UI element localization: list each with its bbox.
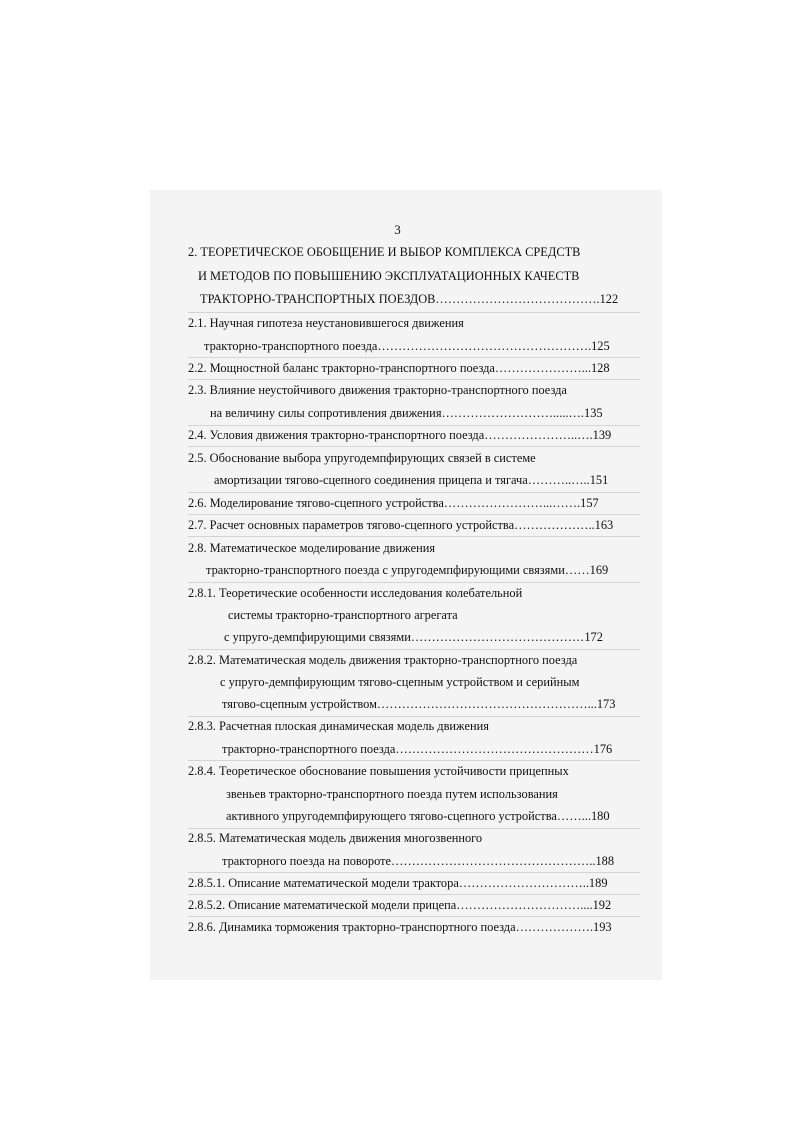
toc-entry-line: активного упругодемпфирующего тягово-сцепного устройства……...180 xyxy=(226,809,610,823)
toc-entry-line: 2.3. Влияние неустойчивого движения тракторно-транспортного поезда xyxy=(188,383,567,397)
toc-entry-line: 2.8.5. Математическая модель движения многозвенного xyxy=(188,831,483,845)
toc-separator xyxy=(188,425,640,426)
toc-entry-line: звеньев тракторно-транспортного поезда путем использования xyxy=(226,787,558,801)
toc-entry-line: на величину силы сопротивления движения……………………….....….135 xyxy=(210,406,603,420)
toc-entry-line: 2.4. Условия движения тракторно-транспортного поезда…………………..….139 xyxy=(188,428,612,442)
toc-separator xyxy=(188,536,640,537)
toc-entry-line: 2.8.4. Теоретическое обоснование повышения устойчивости прицепных xyxy=(188,764,569,778)
toc-entry-line: 2.8.5.2. Описание математической модели прицепа…………………………....192 xyxy=(188,898,612,912)
toc-entry-line: тракторно-транспортного поезда…………………………………………176 xyxy=(222,742,613,756)
toc-separator xyxy=(188,649,640,650)
toc-separator xyxy=(188,916,640,917)
toc-entry-line: И МЕТОДОВ ПО ПОВЫШЕНИЮ ЭКСПЛУАТАЦИОННЫХ КАЧЕСТВ xyxy=(198,269,580,283)
toc-separator xyxy=(188,357,640,358)
toc-separator xyxy=(188,514,640,515)
toc-entry-line: 2. ТЕОРЕТИЧЕСКОЕ ОБОБЩЕНИЕ И ВЫБОР КОМПЛЕКСА СРЕДСТВ xyxy=(188,245,581,259)
toc-separator xyxy=(188,312,640,313)
toc-separator xyxy=(188,760,640,761)
toc-entry-line: с упруго-демпфирующим тягово-сцепным устройством и серийным xyxy=(220,675,580,689)
toc-entry-line: тракторно-транспортного поезда…………………………………………….125 xyxy=(204,339,610,353)
toc-entry-line: тракторно-транспортного поезда с упругодемпфирующими связями……169 xyxy=(206,563,609,577)
toc-entry-line: 2.8.5.1. Описание математической модели трактора…………………………..189 xyxy=(188,876,608,890)
toc-entry-line: 2.8. Математическое моделирование движения xyxy=(188,541,436,555)
toc-entry-line: 2.7. Расчет основных параметров тягово-сцепного устройства………………..163 xyxy=(188,518,614,532)
toc-entry-line: 2.1. Научная гипотеза неустановившегося движения xyxy=(188,316,464,330)
toc-entry-line: тягово-сцепным устройством……………………………………………...173 xyxy=(222,697,616,711)
toc-entry-line: амортизации тягово-сцепного соединения прицепа и тягача………..…..151 xyxy=(214,473,609,487)
toc-separator xyxy=(188,492,640,493)
toc-separator xyxy=(188,872,640,873)
toc-entry-line: ТРАКТОРНО-ТРАНСПОРТНЫХ ПОЕЗДОВ………………………………….122 xyxy=(200,292,619,306)
page-number: 3 xyxy=(394,222,401,237)
toc-entry-line: 2.8.3. Расчетная плоская динамическая модель движения xyxy=(188,719,489,733)
toc-entry-line: тракторного поезда на повороте…………………………………………..188 xyxy=(222,854,615,868)
toc-entry-line: 2.6. Моделирование тягово-сцепного устройства……………………...…….157 xyxy=(188,496,599,510)
toc-entry-line: 2.8.6. Динамика торможения тракторно-транспортного поезда……………….193 xyxy=(188,920,612,934)
toc-entry-line: с упруго-демпфирующими связями……………………………………172 xyxy=(224,630,603,644)
toc-separator xyxy=(188,828,640,829)
toc-separator xyxy=(188,716,640,717)
toc-entry-line: 2.8.1. Теоретические особенности исследования колебательной xyxy=(188,586,523,600)
toc-separator xyxy=(188,446,640,447)
toc-entry-line: системы тракторно-транспортного агрегата xyxy=(228,608,458,622)
toc-separator xyxy=(188,894,640,895)
toc-entry-line: 2.8.2. Математическая модель движения тракторно-транспортного поезда xyxy=(188,653,578,667)
toc-entry-line: 2.5. Обоснование выбора упругодемпфирующих связей в системе xyxy=(188,451,536,465)
toc-separator xyxy=(188,582,640,583)
toc-entry-line: 2.2. Мощностной баланс тракторно-транспортного поезда…………………...128 xyxy=(188,361,610,375)
toc-separator xyxy=(188,379,640,380)
